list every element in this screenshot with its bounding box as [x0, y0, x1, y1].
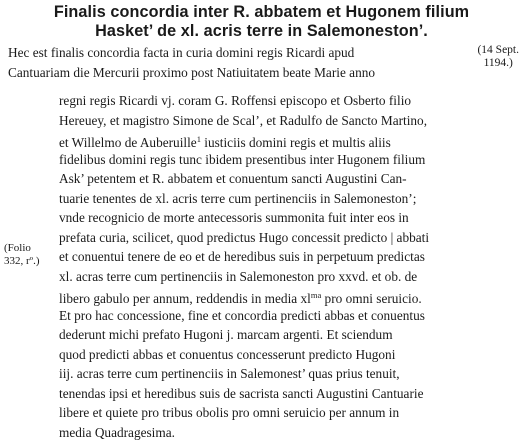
text-line: regni regis Ricardi vj. coram G. Roffensi episcopo et Osberto filio	[59, 91, 411, 111]
text-line: vnde recognicio de morte antecessoris summonita fuit inter eos in	[59, 208, 409, 228]
text-line: Cantuariam die Mercurii proximo post Natiuitatem beate Marie anno	[8, 63, 375, 83]
text-line: tenendas ipsi et heredibus suis de sacrista sancti Augustini Cantuarie	[59, 384, 423, 404]
text-line: xl. acras terre cum pertinenciis in Salemoneston pro xxvd. et ob. de	[59, 267, 417, 287]
text-line: dederunt michi prefato Hugoni j. marcam argenti. Et sciendum	[59, 325, 393, 345]
date-line-2: 1194.)	[477, 57, 519, 70]
text-segment: pro omni seruicio.	[321, 291, 421, 306]
text-line: Ask’ petentem et R. abbatem et conuentum sancti Augustini Can-	[59, 169, 407, 189]
text-line: prefata curia, scilicet, quod predictus Hugo concessit predicto | abbati	[59, 228, 429, 248]
text-line: Et pro hac concessione, fine et concordia predicti abbas et conuentus	[59, 306, 425, 326]
folio-margin-note	[4, 242, 40, 268]
text-line: et conuentui tenere de eo et de heredibus suis in perpetuum predictas	[59, 247, 425, 267]
text-line: Hec est finalis concordia facta in curia domini regis Ricardi apud	[8, 43, 354, 63]
text-segment: libero gabulo per annum, reddendis in media xl	[59, 291, 311, 306]
text-line: media Quadragesima.	[59, 423, 175, 442]
text-line: tuarie tenentes de xl. acris terre cum pertinenciis in Salemoneston’;	[59, 189, 416, 209]
text-line: iij. acras terre cum pertinenciis in Salemonest’ quas prius tenuit,	[59, 364, 400, 384]
footnote-marker: 1	[197, 134, 201, 144]
heading-line-1: Finalis concordia inter R. abbatem et Hugonem filium	[0, 3, 523, 22]
text-line: quod predicti abbas et conuentus concesserunt predicto Hugoni	[59, 345, 395, 365]
text-segment: iusticiis domini regis et multis aliis	[201, 135, 391, 150]
superscript-ma: ma	[311, 290, 321, 300]
text-line: fidelibus domini regis tunc ibidem presentibus inter Hugonem filium	[59, 150, 425, 170]
text-segment: et Willelmo de Auberuille	[59, 135, 197, 150]
heading-line-2: Hasket’ de xl. acris terre in Salemoneston’.	[0, 22, 523, 41]
date-line-1: (14 Sept.	[477, 44, 519, 57]
text-line: libere et quiete pro tribus obolis pro omni seruicio per annum in	[59, 403, 399, 423]
document-heading	[0, 3, 523, 41]
date-margin-note	[477, 44, 519, 70]
folio-line-1: (Folio	[4, 242, 40, 255]
folio-line-2: 332, rº.)	[4, 255, 40, 268]
text-line: Hereuey, et magistro Simone de Scal’, et Radulfo de Sancto Martino,	[59, 111, 427, 131]
